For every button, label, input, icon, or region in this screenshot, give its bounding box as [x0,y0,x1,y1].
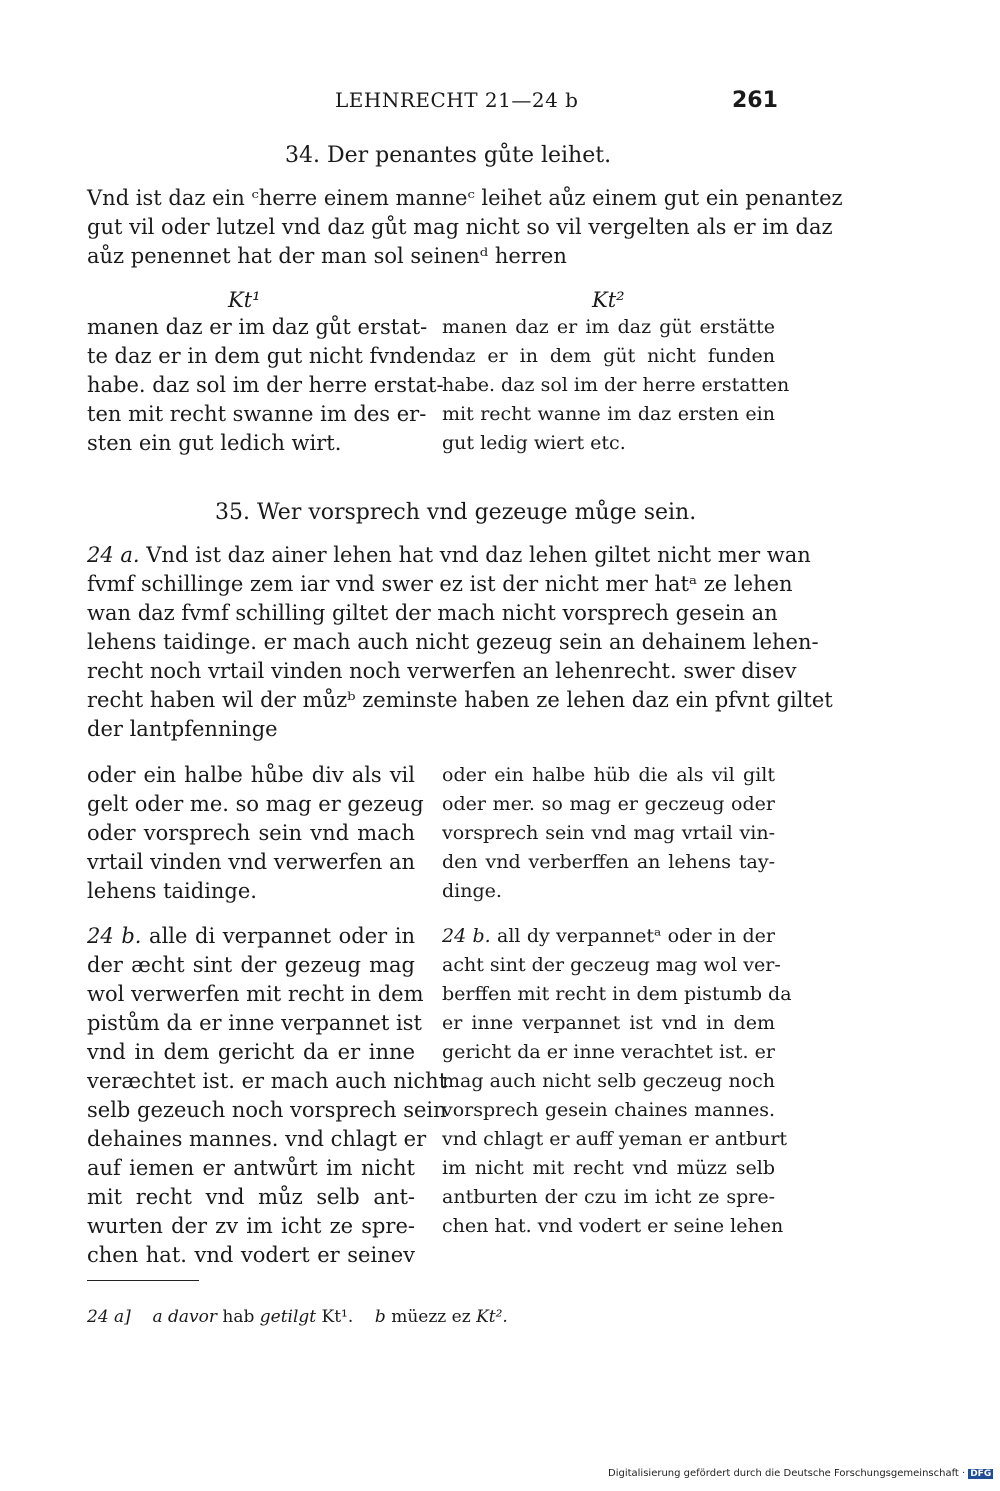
text-line: fvmf schillinge zem iar vnd swer ez ist der nicht mer hatᵃ ze lehen [87,572,793,596]
text-line: der æcht sint der gezeug mag [87,953,415,977]
text-line: mit recht vnd můz selb ant- [87,1185,415,1209]
section-35-kt2-column [442,761,775,906]
text-line: der lantpfenninge [87,717,278,741]
section-34-heading: 34. Der penantes gůte leihet. [285,143,612,168]
text-line: gut ledig wiert etc. [442,432,626,454]
text-line: pistům da er inne verpannet ist [87,1011,422,1035]
paragraph-label: 24 b. [442,925,491,947]
text-line: vnd in dem gericht da er inne [87,1040,415,1064]
text-line: recht noch vrtail vinden noch verwerfen an lehenrecht. swer disev [87,659,797,683]
column-label-kt1: Kt¹ [228,288,261,312]
section-34-kt1-column [87,313,444,458]
text-line: 24 b. alle di verpannet oder in [87,924,416,948]
section-35-kt1-column [87,761,424,906]
text-line: veræchtet ist. er mach auch nicht [87,1069,448,1093]
text-line: vorsprech sein vnd mag vrtail vin- [442,822,775,844]
text-line: vorsprech gesein chaines mannes. [442,1099,775,1121]
text-line: habe. daz sol im der herre erstat- [87,373,444,397]
paragraph-label: 24 b. [87,924,142,948]
text-line: Vnd ist daz ein ᶜherre einem manneᶜ leihet aůz einem gut ein penantez [87,186,843,210]
text-line: daz er in dem güt nicht funden [442,345,775,367]
text-line: auf iemen er antwůrt im nicht [87,1156,415,1180]
text-line: wan daz fvmf schilling giltet der mach nicht vorsprech gesein an [87,601,778,625]
text-line: er inne verpannet ist vnd in dem [442,1012,775,1034]
text-line: habe. daz sol im der herre erstatten [442,374,790,396]
text-line: wol verwerfen mit recht in dem [87,982,424,1006]
text-line: im nicht mit recht vnd müzz selb [442,1157,775,1179]
text-line: 24 b. all dy verpannetᵃ oder in der [442,925,775,947]
text-line: gut vil oder lutzel vnd daz gůt mag nicht so vil vergelten als er im daz [87,215,833,239]
footnote: 24 a] a davor hab getilgt Kt¹. b müezz ez Kt². [87,1307,508,1327]
text-line: vnd chlagt er auff yeman er antburt [442,1128,788,1150]
text-line: ten mit recht swanne im des er- [87,402,427,426]
paragraph-label: 24 a. [87,543,140,567]
text-line: oder ein halbe hůbe div als vil [87,763,415,787]
section-24b-kt1-column [87,922,448,1270]
text-line: mit recht wanne im daz ersten ein [442,403,775,425]
text-line: manen daz er im daz güt erstätte [442,316,775,338]
text-line: mag auch nicht selb geczeug noch [442,1070,775,1092]
footnote-divider [87,1280,199,1281]
text-line: chen hat. vnd vodert er seine lehen [442,1215,784,1237]
text-line: dehaines mannes. vnd chlagt er [87,1127,427,1151]
text-line: recht haben wil der můzᵇ zeminste haben ze lehen daz ein pfvnt giltet [87,688,833,712]
text-line: sten ein gut ledich wirt. [87,431,342,455]
text-line: lehens taidinge. [87,879,257,903]
text-line: gericht da er inne verachtet ist. er [442,1041,775,1063]
text-line: wurten der zv im icht ze spre- [87,1214,415,1238]
text-line: den vnd verberffen an lehens tay- [442,851,775,873]
section-35-heading: 35. Wer vorsprech vnd gezeuge můge sein. [215,500,697,525]
dfg-logo: DFG [970,1469,992,1479]
text-line: vrtail vinden vnd verwerfen an [87,850,415,874]
text-line: manen daz er im daz gůt erstat- [87,315,428,339]
digitization-credit: Digitalisierung gefördert durch die Deutsche Forschungsgemeinschaft · DFG [608,1468,992,1479]
text-line: oder ein halbe hüb die als vil gilt [442,764,775,786]
text-line: lehens taidinge. er mach auch nicht gezeug sein an dehainem lehen- [87,630,819,654]
running-head: LEHNRECHT 21—24 b [335,88,579,112]
column-label-kt2: Kt² [592,288,625,312]
text-line: berffen mit recht in dem pistumb da [442,983,792,1005]
section-24b-kt2-column [442,922,792,1241]
page-number: 261 [732,88,778,113]
text-line: chen hat. vnd vodert er seinev [87,1243,415,1267]
text-line: oder vorsprech sein vnd mach [87,821,415,845]
section-34-intro [87,184,843,271]
text-line: oder mer. so mag er geczeug oder [442,793,775,815]
text-line: selb gezeuch noch vorsprech sein [87,1098,447,1122]
text-line: te daz er in dem gut nicht fvnden [87,344,443,368]
section-34-kt2-column [442,313,790,458]
section-35-intro [87,541,833,744]
text-line: 24 a. Vnd ist daz ainer lehen hat vnd daz lehen giltet nicht mer wan [87,543,811,567]
text-line: antburten der czu im icht ze spre- [442,1186,775,1208]
text-line: dinge. [442,880,502,902]
text-line: aůz penennet hat der man sol seinenᵈ herren [87,244,567,268]
text-line: gelt oder me. so mag er gezeug [87,792,424,816]
text-line: acht sint der geczeug mag wol ver- [442,954,781,976]
